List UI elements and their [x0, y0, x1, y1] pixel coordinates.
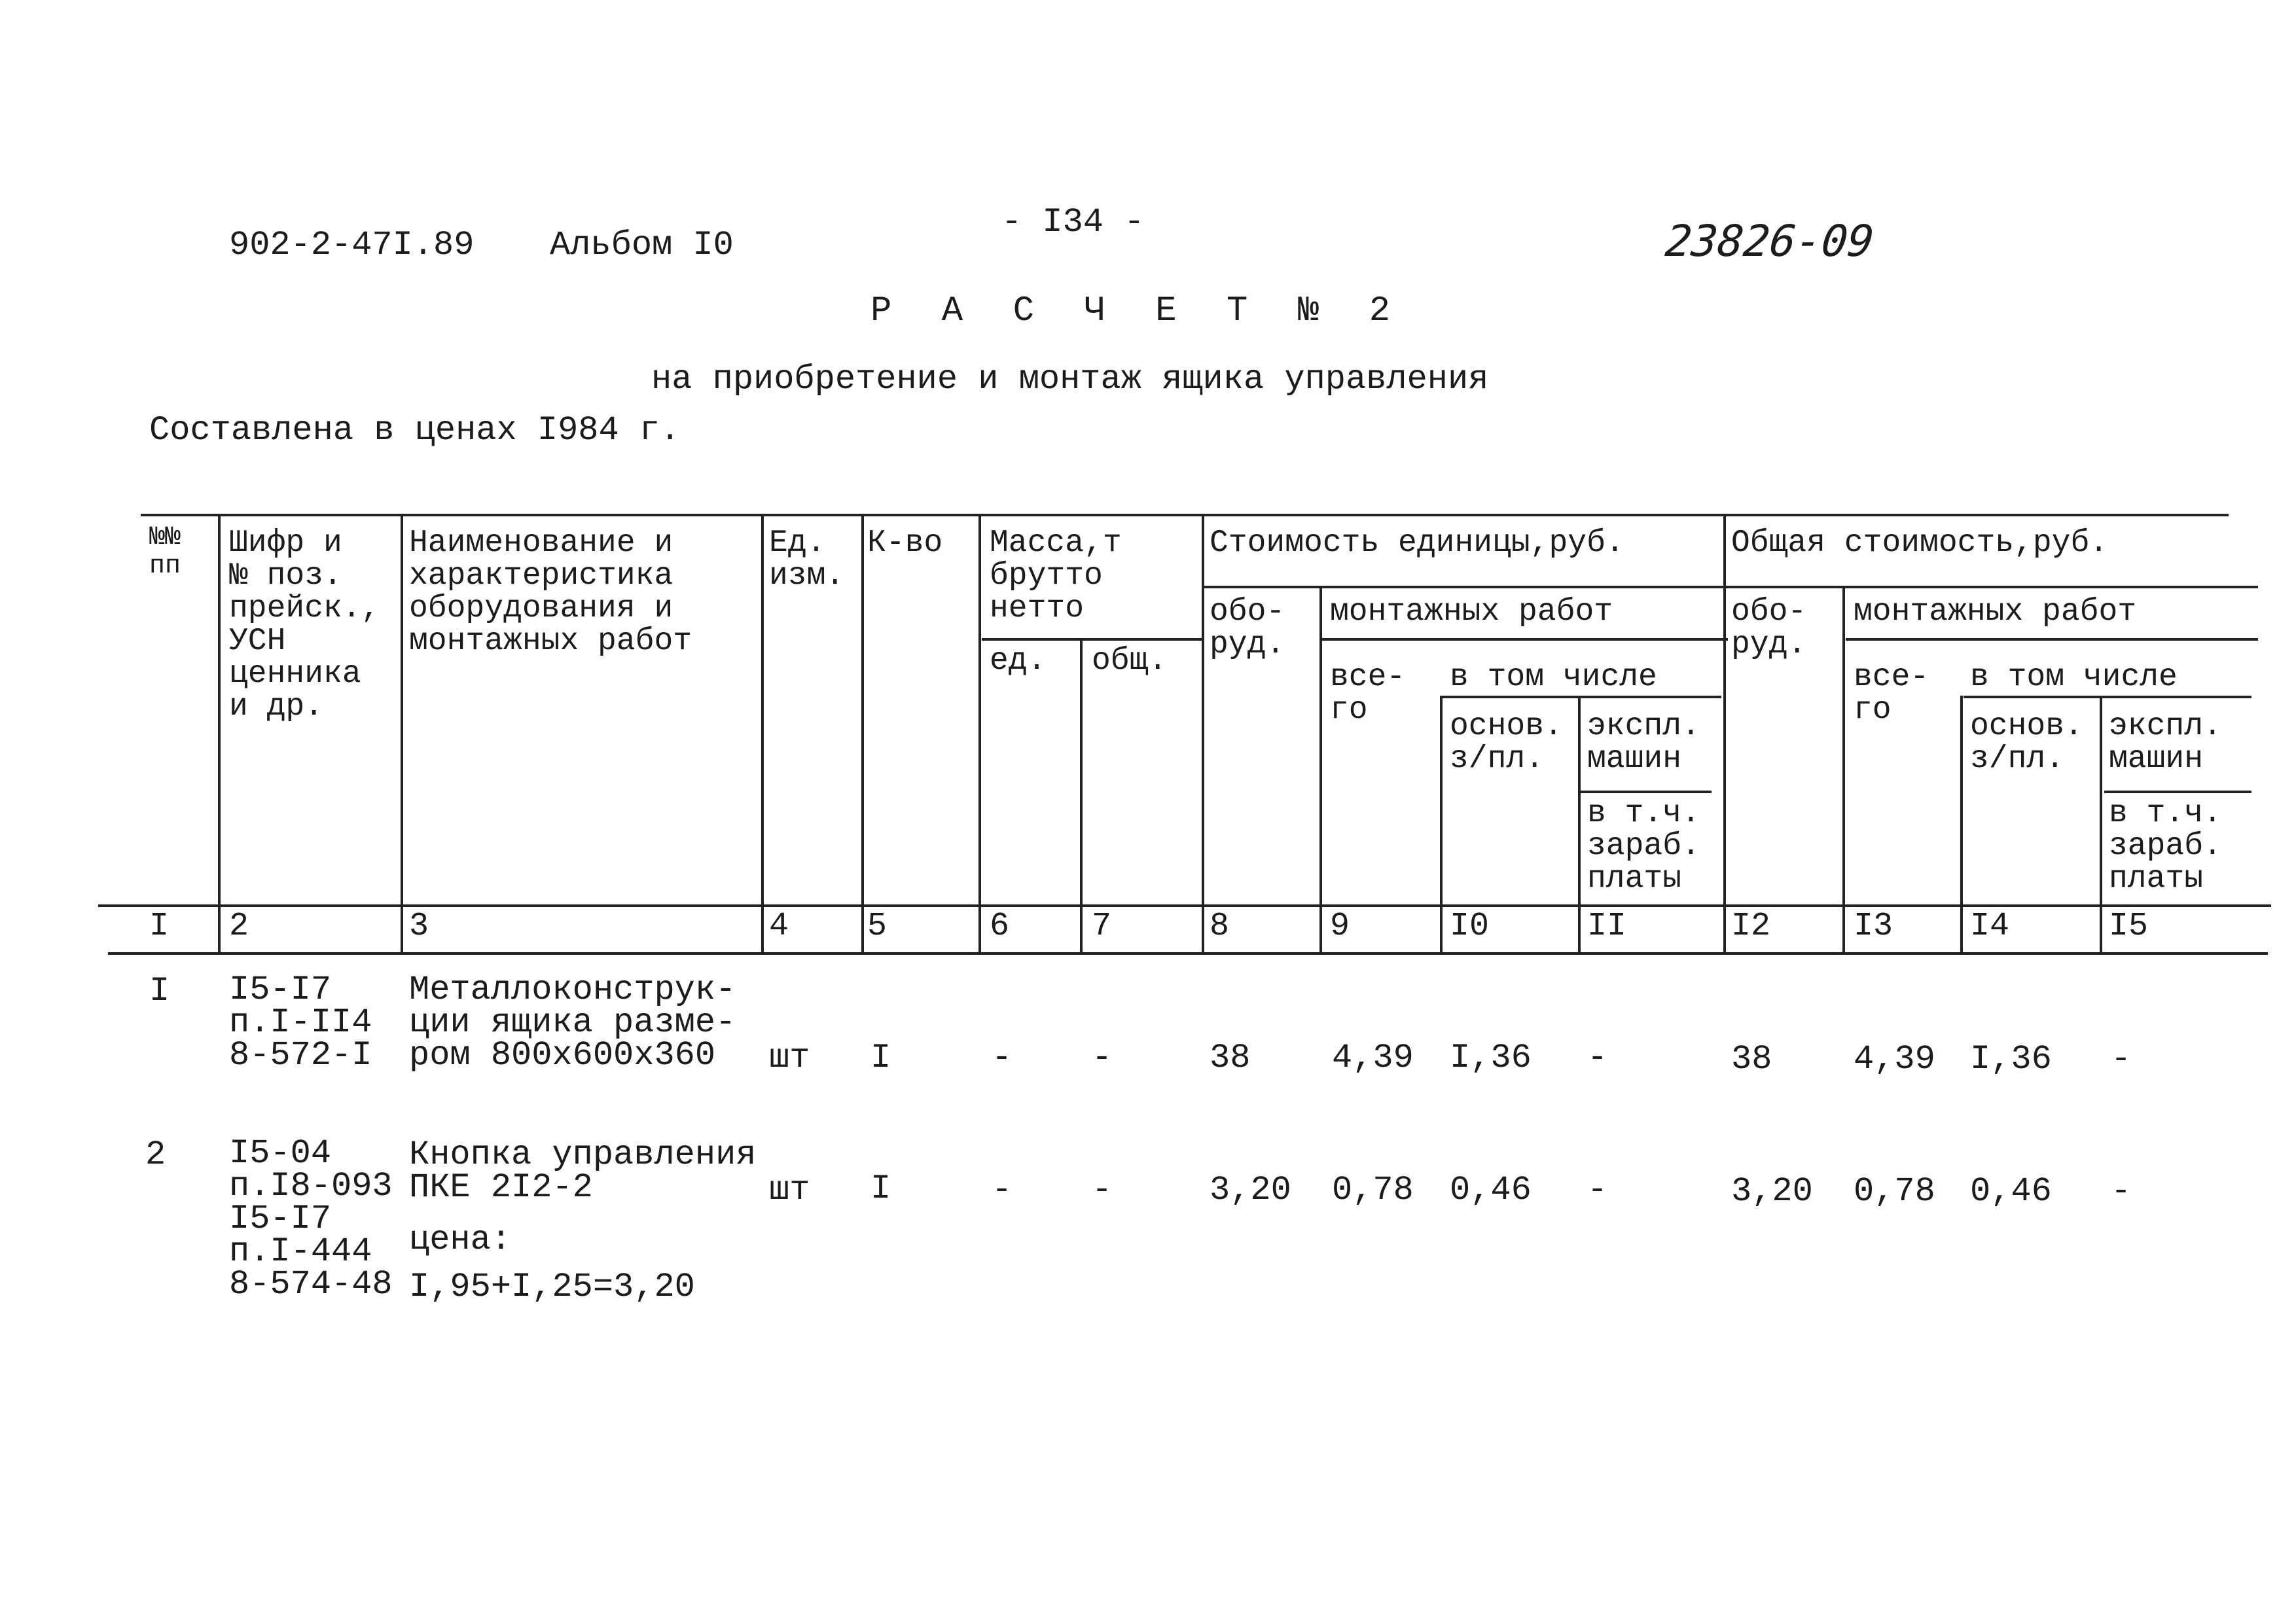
header-rule-3a	[1322, 638, 1728, 641]
header-machines-wage: в т.ч. зараб. платы	[1587, 796, 1700, 897]
header-rule-3b	[1846, 638, 2258, 641]
col-divider	[401, 514, 403, 954]
header-bottom-border	[98, 904, 2271, 907]
row-code: I5-04 п.I8-093 I5-I7 п.I-444 8-574-48	[229, 1134, 393, 1304]
header-qty: К-во	[867, 526, 943, 561]
row-num: 2	[145, 1135, 166, 1174]
row-equipment: 3,20	[1210, 1171, 1291, 1209]
column-numbers-border	[108, 952, 2268, 955]
column-number: I5	[2109, 908, 2149, 945]
header-total-all: все- го	[1330, 660, 1406, 728]
header-total-equipment: обо- руд.	[1731, 594, 1807, 662]
row-qty: I	[870, 1169, 891, 1208]
col-divider	[1578, 696, 1581, 954]
row-equipment: 38	[1210, 1039, 1251, 1077]
column-number: 5	[867, 908, 888, 945]
row-base-wage: 0,46	[1450, 1171, 1532, 1209]
table-top-border	[141, 514, 2229, 516]
header-total-total-all: все- го	[1854, 660, 1929, 728]
col-divider	[861, 514, 864, 954]
col-divider	[1202, 514, 1204, 954]
including-rule-a	[1440, 696, 1721, 698]
row-total-equipment: 3,20	[1731, 1172, 1813, 1211]
machines-rule-b	[2104, 791, 2251, 793]
row-price-label: цена:	[409, 1221, 512, 1259]
header-base-wage: основ. з/пл.	[1450, 709, 1563, 777]
header-equipment: обо- руд.	[1210, 594, 1285, 662]
row-total-base-wage: I,36	[1970, 1040, 2052, 1079]
header-mass-total: общ.	[1092, 643, 1168, 679]
page-number: - I34 -	[1001, 203, 1145, 241]
row-machines: -	[1587, 1171, 1608, 1209]
header-mass: Масса,т брутто нетто	[990, 526, 1122, 626]
row-name: Металлоконструк- ции ящика разме- ром 800х600х360	[409, 971, 736, 1075]
header-total-base-wage: основ. з/пл.	[1970, 709, 2083, 777]
header-code: Шифр и № поз. прейск., УСН ценника и др.	[229, 526, 380, 724]
header-unit: Ед. изм.	[769, 526, 845, 594]
row-total: 4,39	[1332, 1039, 1414, 1077]
column-number: 8	[1210, 908, 1230, 945]
header-install-works: монтажных работ	[1330, 594, 1613, 630]
mass-rule	[982, 638, 1204, 641]
column-number: 3	[409, 908, 429, 945]
row-num: I	[149, 972, 170, 1010]
inventory-stamp: 23826-09	[1662, 216, 1876, 266]
column-number: I	[149, 908, 170, 945]
col-divider	[218, 514, 221, 954]
row-mass-unit: -	[992, 1039, 1013, 1077]
col-divider	[1080, 638, 1083, 954]
row-total-base-wage: 0,46	[1970, 1172, 2052, 1211]
header-mass-unit: ед.	[990, 643, 1047, 679]
row-mass-total: -	[1092, 1171, 1113, 1209]
header-total-machines-wage: в т.ч. зараб. платы	[2109, 796, 2222, 897]
including-rule-b	[1964, 696, 2251, 698]
col-divider	[761, 514, 764, 954]
col-divider	[978, 514, 981, 954]
row-total-total: 4,39	[1854, 1040, 1935, 1079]
header-name: Наименование и характеристика оборудования и монтажных работ	[409, 526, 692, 659]
row-mass-unit: -	[992, 1171, 1013, 1209]
document-code: 902-2-47I.89	[229, 226, 475, 264]
header-including: в том числе	[1450, 660, 1657, 695]
header-total-machines: экспл. машин	[2109, 709, 2222, 777]
header-unit-cost: Стоимость единицы,руб.	[1210, 526, 1624, 561]
document-subtitle: на приобретение и монтаж ящика управления	[651, 360, 1489, 399]
col-divider	[1723, 514, 1726, 954]
row-mass-total: -	[1092, 1039, 1113, 1077]
column-number: 2	[229, 908, 249, 945]
column-number: 9	[1330, 908, 1350, 945]
col-divider	[1960, 696, 1963, 954]
column-number: I4	[1970, 908, 2010, 945]
column-number: 4	[769, 908, 789, 945]
row-unit: шт	[769, 1039, 810, 1077]
col-divider	[1319, 586, 1322, 954]
machines-rule-a	[1581, 791, 1712, 793]
row-total-equipment: 38	[1731, 1040, 1772, 1079]
col-divider	[1842, 586, 1845, 954]
column-number: I2	[1731, 908, 1771, 945]
header-total-including: в том числе	[1970, 660, 2178, 695]
header-total-cost: Общая стоимость,руб.	[1731, 526, 2109, 561]
row-machines: -	[1587, 1039, 1608, 1077]
row-total: 0,78	[1332, 1171, 1414, 1209]
header-num: №№ пп	[149, 523, 181, 581]
album-label: Альбом I0	[550, 226, 734, 264]
document-title: Р А С Ч Е Т № 2	[870, 291, 1405, 331]
row-price-formula: I,95+I,25=3,20	[409, 1268, 695, 1306]
column-number: 6	[990, 908, 1010, 945]
row-total-machines: -	[2111, 1172, 2132, 1211]
row-code: I5-I7 п.I-II4 8-572-I	[229, 971, 372, 1075]
row-unit: шт	[769, 1171, 810, 1209]
column-number: I3	[1854, 908, 1893, 945]
column-number: I0	[1450, 908, 1490, 945]
header-rule-2	[1204, 586, 2258, 588]
col-divider	[2100, 696, 2102, 954]
header-total-install-works: монтажных работ	[1854, 594, 2137, 630]
header-machines: экспл. машин	[1587, 709, 1700, 777]
col-divider	[1440, 696, 1443, 954]
row-total-machines: -	[2111, 1040, 2132, 1079]
prices-note: Составлена в ценах I984 г.	[149, 411, 681, 450]
row-base-wage: I,36	[1450, 1039, 1532, 1077]
row-total-total: 0,78	[1854, 1172, 1935, 1211]
row-qty: I	[870, 1039, 891, 1077]
row-name: Кнопка управления ПКЕ 2I2-2	[409, 1135, 757, 1207]
column-number: II	[1587, 908, 1627, 945]
column-number: 7	[1092, 908, 1112, 945]
